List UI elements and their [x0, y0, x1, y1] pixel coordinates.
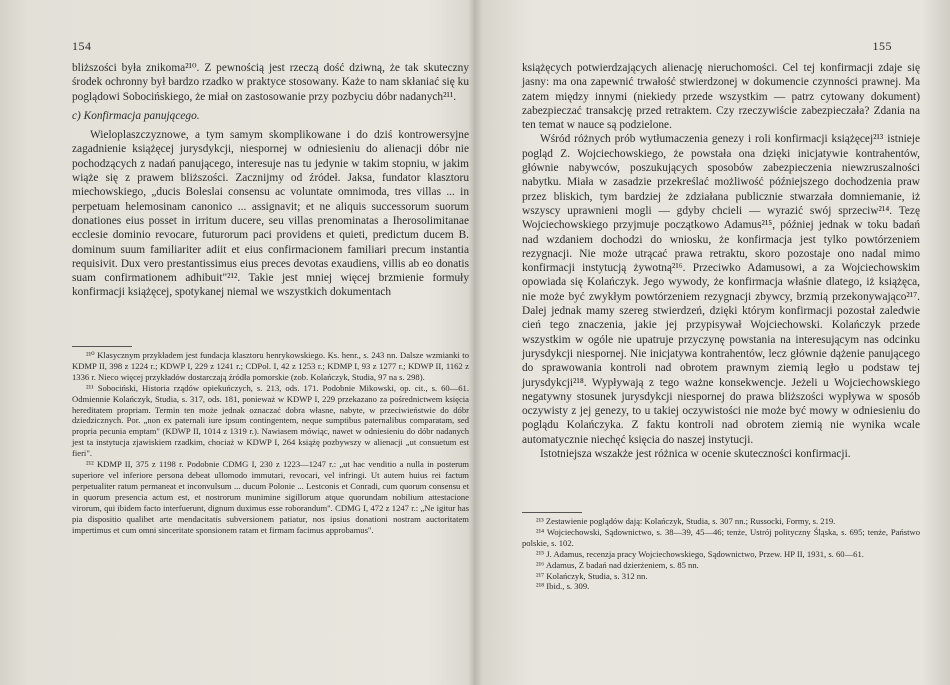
footnote: ²¹⁸ Ibid., s. 309. — [536, 581, 590, 592]
footnote: ²¹⁷ Kolańczyk, Studia, s. 312 nn. — [536, 570, 648, 581]
right-footnotes — [522, 516, 920, 592]
right-page — [490, 0, 950, 685]
footnote: ²¹⁵ J. Adamus, recenzja pracy Wojciechowskiego, Sądownictwo, Przew. HP II, 1931, s. 60—61. — [536, 548, 864, 559]
paragraph: Wieloplaszczyznowe, a tym samym skomplikowane i do dziś kontrowersyjne zagadnienie książęcej jurysdykcji, niespornej w odniesieniu do alienacji dóbr nie pochodzących z nadań panującego, interesuje nas tu jedynie w takim stopniu, w jakim wiąże się z prawem bliższości. Zacznijmy od źródeł. Jaksa, fundator klasztoru miechowskiego, „ducis Boleslai consensu ac voluntate omnimoda, tres villas ... in perpetuam helemosinam canonico ... assignavit; et ne aliquis successorum suorum donationes eius posset in irritum ducere, seu villas prenominatas a Iherosolimitanae ecclesie dominio revocare, futurorum paci providens et quieti, predictum ducem B. dominum suum familiariter adiit et eius confirmacionem familiari precum instantia requisivit. Dux vero prestantissimus eius preces devotas exaudiens, villis ab eo donatis suam confirmationem adhibuit"²¹². Takie jest mniej więcej brzmienie formuły konfirmacji książęcej, spotykanej niemal we wszystkich dokumentach — [72, 129, 469, 299]
footnote-rule — [72, 346, 132, 347]
paragraph: Istotniejsza wszakże jest różnica w ocenie skuteczności konfirmacji. — [540, 448, 851, 461]
paragraph: książęcych potwierdzających alienację nieruchomości. Cel tej konfirmacji zdaje się jasny: ma ona zapewnić trwałość stwierdzonej w dokumencie czynności prawnej. Ma zatem między innymi (niekiedy przede wszystkim — patrz cytowany dokument) zabezpieczać transakcję przed retraktem. Czy rzeczywiście zabezpieczała? Zdania na ten temat w nauce są podzielone. — [522, 62, 920, 132]
footnote: ²¹¹ Sobociński, Historia rządów opiekuńczych, s. 213, ods. 171. Podobnie Mikowski, op. cit., s. 60—61. Odmiennie Kolańczyk, Studia, s. 317, ods. 181, ponieważ w KDWP I, 229 przekazano za pośrednictwem księcia hereditatem propriam. Termin ten może jednak oznaczać dobra własne, nabyte, w przeciwieństwie do dóbr dziedzicznych. Por. „non ex paternali iure ipsum contingentem, neque sumptibus paternalibus comparatam, sed propria pecunia emptam" (KDWP II, 1014 z 1319 r.). Nawiasem mówiąc, nawet w odniesieniu do dóbr nadanych jest ta instytucja zjawiskiem rzadkim, chociaż w KDWP I, 264 książę pozbywszy w alienacji „ut consuetum est fieri". — [72, 382, 469, 459]
footnote: ²¹⁴ Wojciechowski, Sądownictwo, s. 38—39, 45—46; tenże, Ustrój polityczny Śląska, s. 695; tenże, Państwo polskie, s. 102. — [522, 526, 920, 548]
right-body — [522, 61, 920, 461]
footnote: ²¹² KDMP II, 375 z 1198 r. Podobnie CDMG I, 230 z 1223—1247 r.: „ut hac venditio a nulla in posterum superiore vel inferiore persona debeat ullomodo immutari, revocari, vel infringi. Ut autem huius rei factum perpetualiter ratum permaneat et inconvulsum ... ducum Polonie ... Lestconis et Conradi, cum quorum consensu et in quorum presencia actum est, et nostrorum munimine sigillorum atque quorundam nobilium attestacione virorum, qui ibidem facto interfuerunt, dignum duximus esse roborandum". CDMG I, 472 z 1247 r.: „Ne igitur has pia dispositio qualibet arte mendacitatis subversionem patiatur, nos ipsius donationi nostram auctoritatem impertimus et cum omni sinceritate sponsionem ratam et firmam facimus approbamus". — [72, 459, 469, 535]
paragraph: Wśród różnych prób wytłumaczenia genezy i roli konfirmacji książęcej²¹³ istnieje pogląd Z. Wojciechowskiego, że powstała ona dzięki inicjatywie kontrahentów, głównie nabywców, poszukujących sposobów zabezpieczenia niewzruszalności nabytku. Miała w zasadzie przekreślać możliwość późniejszego dochodzenia praw przez bliskich, tym bardziej że zdziałana publicznie stwarzała domniemanie, iż wszyscy uprawnieni mogli — gdyby chcieli — wyrazić swój sprzeciw²¹⁴. Tezę Wojciechowskiego przyjmuje początkowo Adamus²¹⁵, później jednak w toku badań nad wzdaniem dochodzi do wniosku, że konfirmacja jest tylko powtórzeniem rezygnacji. Nie może utrącać prawa retraktu, skoro pozostaje ono nadal mimo konfirmacji instytucją żywotną²¹⁶. Przeciwko Adamusowi, a za Wojciechowskim opowiada się Kolańczyk. Jego wywody, że konfirmacja właśnie dlatego, iż książęca, nie może być zwykłym powtórzeniem rezygnacji zbywcy, brzmią przekonywająco²¹⁷. Dalej jednak mamy szereg stwierdzeń, dzięki którym konfirmacji pozostał zaledwie cień tego znaczenia, jakie jej przypisywał Wojciechowski. Kolańczyk przede wszystkim w ogóle nie upatruje przyczynę powstania na interesującym nas odcinku jurysdykcji niespornej. Nie inicjatywa kontrahentów, lecz głównie dążenie panującego do sprawowania kontroli nad obrotem prawnym ziemią legło u podstaw tej jurysdykcji²¹⁸. Wypływają z tego ważne konsekwencje. Jeżeli u Wojciechowskiego negatywny stosunek jurysdykcji niespornej do prawa bliższości wypływa w sposób oczywisty z jej genezy, to u takiej oczywistości nie może być mowy w odniesieniu do poglądu Kolańczyka. Z faktu kontroli nad obrotem ziemią nie wynika wcale automatycznie niechęć księcia do naszej instytucji. — [522, 133, 920, 446]
footnote: ²¹⁰ Klasycznym przykładem jest fundacja klasztoru henrykowskiego. Ks. henr., s. 243 nn. Dalsze wzmianki to KDMP II, 398 z 1224 r.; KDWP I, 229 z 1241 r.; CDPol. I, 42 z 1253 r.; KDMP I, 93 z 1277 r.; KDWP II, 1162 z 1336 r. Nieco więcej przykładów dostarczają źródła pomorskie (zob. Kolańczyk, Studia, 97 na s. 298). — [72, 350, 469, 382]
footnote: ²¹⁶ Adamus, Z badań nad dzierżeniem, s. 85 nn. — [536, 559, 699, 570]
page-number: 154 — [72, 39, 92, 53]
footnote: ²¹³ Zestawienie poglądów dają: Kolańczyk, Studia, s. 307 nn.; Russocki, Formy, s. 219. — [536, 516, 836, 526]
page-number: 155 — [872, 39, 892, 53]
section-heading: c) Konfirmacja panującego. — [72, 109, 200, 122]
left-footnotes — [72, 350, 469, 535]
footnote-rule — [522, 512, 582, 513]
left-body — [72, 61, 469, 300]
paragraph: bliższości była znikoma²¹⁰. Z pewnością jest rzeczą dość dziwną, że tak skuteczny środek ochronny był bardzo rzadko w praktyce stosowany. Każe to nam skłaniać się ku poglądowi Sobocińskiego, że miał on zastosowanie przy pozbyciu dóbr nadanych²¹¹. — [72, 62, 469, 103]
